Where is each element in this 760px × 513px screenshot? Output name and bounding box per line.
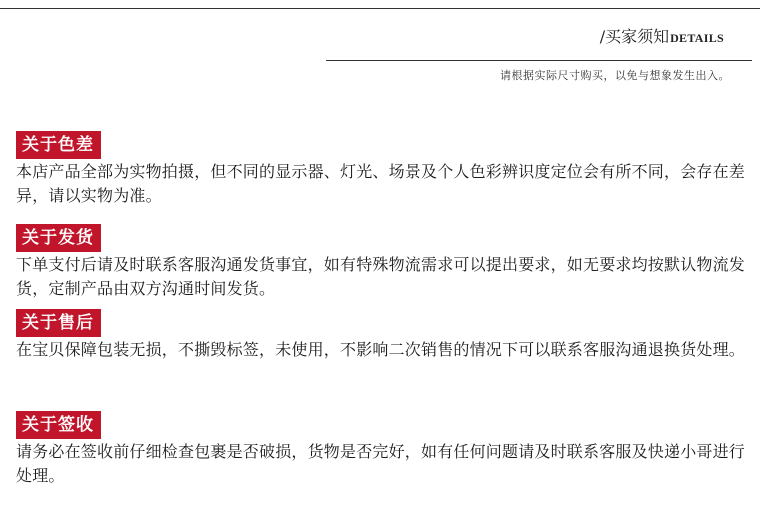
section-color-difference	[16, 131, 756, 208]
section-text-shipping: 下单支付后请及时联系客服沟通发货事宜，如有特殊物流需求可以提出要求，如无要求均按默认物流发货，定制产品由双方沟通时间发货。	[16, 255, 746, 298]
section-badge-color-difference: 关于色差	[16, 131, 101, 159]
section-after-sales	[16, 309, 756, 362]
page-title-en: DETAILS	[670, 31, 724, 45]
section-receipt	[16, 411, 756, 488]
section-badge-shipping: 关于发货	[16, 224, 101, 252]
section-badge-receipt: 关于签收	[16, 411, 101, 439]
section-text-receipt: 请务必在签收前仔细检查包裹是否破损，货物是否完好，如有任何问题请及时联系客服及快递小哥进行处理。	[16, 442, 746, 485]
section-shipping	[16, 224, 756, 301]
header-divider	[326, 60, 752, 61]
page-title-cn: /买家须知	[599, 27, 670, 46]
top-divider	[0, 8, 760, 9]
section-text-after-sales: 在宝贝保障包装无损，不撕毁标签，未使用，不影响二次销售的情况下可以联系客服沟通退换货处理。	[16, 340, 746, 359]
section-text-color-difference: 本店产品全部为实物拍摄，但不同的显示器、灯光、场景及个人色彩辨识度定位会有所不同，会存在差异，请以实物为准。	[16, 162, 746, 205]
section-badge-after-sales: 关于售后	[16, 309, 101, 337]
size-notice: 请根据实际尺寸购买，以免与想象发生出入。	[500, 69, 730, 82]
page-title	[600, 26, 724, 49]
